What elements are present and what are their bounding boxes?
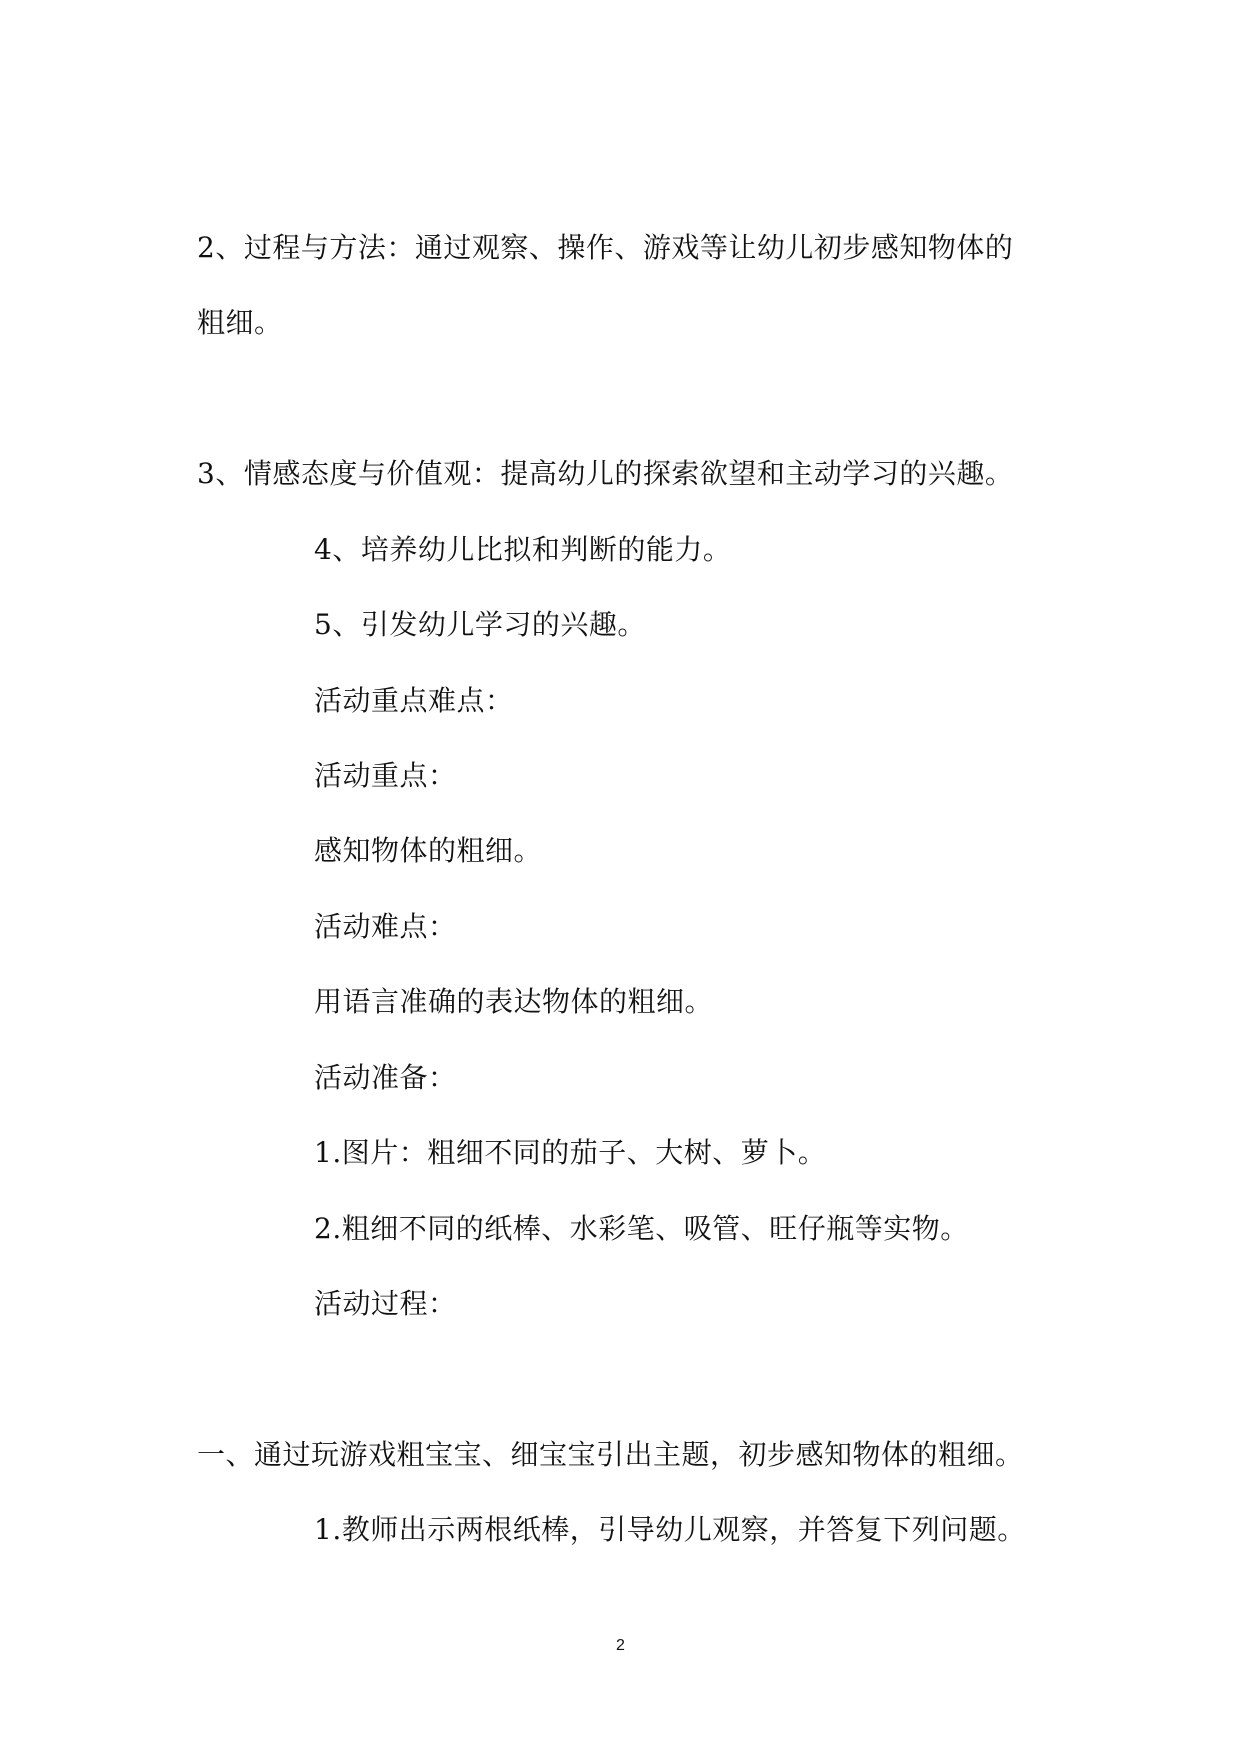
paragraph-goal-2: 2、过程与方法：通过观察、操作、游戏等让幼儿初步感知物体的: [197, 231, 1014, 264]
paragraph-key-point: 感知物体的粗细。: [314, 834, 543, 867]
heading-key-point: 活动重点：: [314, 759, 457, 792]
paragraph-goal-2-continued: 粗细。: [197, 306, 283, 339]
paragraph-process-step-1: 一、通过玩游戏粗宝宝、细宝宝引出主题，初步感知物体的粗细。: [197, 1438, 1024, 1471]
paragraph-difficult-point: 用语言准确的表达物体的粗细。: [314, 985, 714, 1018]
paragraph-goal-4: 4、培养幼儿比拟和判断的能力。: [314, 533, 732, 566]
paragraph-preparation-2: 2.粗细不同的纸棒、水彩笔、吸管、旺仔瓶等实物。: [314, 1212, 969, 1245]
paragraph-preparation-1: 1.图片：粗细不同的茄子、大树、萝卜。: [314, 1136, 827, 1169]
paragraph-goal-3: 3、情感态度与价值观：提高幼儿的探索欲望和主动学习的兴趣。: [197, 457, 1014, 490]
paragraph-goal-5: 5、引发幼儿学习的兴趣。: [314, 608, 646, 641]
heading-key-difficult-points: 活动重点难点：: [314, 684, 514, 717]
heading-difficult-point: 活动难点：: [314, 910, 457, 943]
heading-preparation: 活动准备：: [314, 1061, 457, 1094]
heading-process: 活动过程：: [314, 1287, 457, 1320]
page-number: 2: [616, 1637, 625, 1654]
paragraph-process-step-1-1: 1.教师出示两根纸棒，引导幼儿观察，并答复下列问题。: [314, 1513, 1026, 1546]
